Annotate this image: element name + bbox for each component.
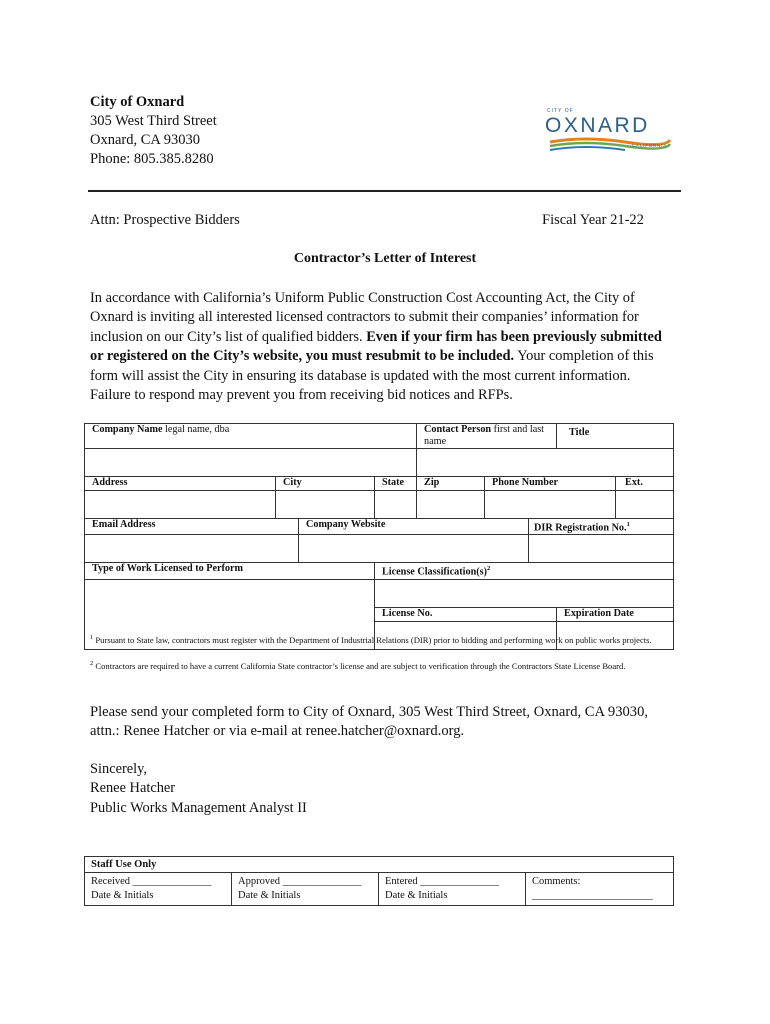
- phone-number-field[interactable]: [485, 491, 616, 519]
- phone-number-label: Phone Number: [485, 477, 616, 491]
- closing-name: Renee Hatcher: [90, 780, 176, 796]
- ext-field[interactable]: [616, 491, 674, 519]
- contractor-form: [84, 423, 674, 650]
- staff-received-date: Date & Initials: [91, 890, 154, 901]
- address-label: Address: [85, 477, 276, 491]
- dir-registration-field[interactable]: [529, 535, 674, 563]
- ext-label: Ext.: [616, 477, 674, 491]
- staff-entered: Entered _______________: [385, 876, 500, 887]
- city-line: Oxnard, CA 93030: [90, 132, 200, 148]
- staff-comments-cell[interactable]: [526, 873, 674, 906]
- license-no-label: License No.: [375, 607, 557, 621]
- staff-received: Received _______________: [91, 876, 212, 887]
- street-address: 305 West Third Street: [90, 113, 217, 129]
- expiration-date-label: Expiration Date: [557, 607, 674, 621]
- intro-bold-text: Even if your firm has been previously submitted or registered on the City’s website, you must resubmit to be included.: [90, 328, 662, 365]
- city-field[interactable]: [276, 491, 375, 519]
- staff-comments-line: _______________________: [532, 890, 653, 901]
- state-label: State: [375, 477, 417, 491]
- state-field[interactable]: [375, 491, 417, 519]
- footnote-2: $^2$ Contractors are required to have a current California State contractor’s license and are subject to verification through the Contractors State License Board.: [90, 660, 626, 671]
- header-divider: [88, 190, 681, 192]
- logo-top-text: CITY OF: [547, 108, 574, 114]
- closing-position: Public Works Management Analyst II: [90, 800, 307, 816]
- zip-label: Zip: [417, 477, 485, 491]
- type-of-work-label: Type of Work Licensed to Perform: [85, 563, 375, 579]
- closing-sincerely: Sincerely,: [90, 761, 148, 777]
- logo-main-text: OXNARD: [545, 114, 650, 137]
- company-name-label: Company Name legal name, dba: [85, 424, 417, 449]
- footnote-1: $^1$ Pursuant to State law, contractors must register with the Department of Industrial Relations (DIR) prior to bidding and performing work on public works projects.: [90, 634, 652, 645]
- title-label: Title: [557, 424, 674, 449]
- city-label: City: [276, 477, 375, 491]
- logo-sub-text: CALIFORNIA: [632, 143, 668, 148]
- attn-line: Attn: Prospective Bidders: [90, 212, 240, 228]
- staff-approved-date: Date & Initials: [238, 890, 301, 901]
- intro-text-2: Your completion of this form will assist the City in ensuring its database is updated with the most current information. Failure to respond may prevent you from receiving bid notices and RFPs.: [90, 348, 654, 404]
- staff-entered-cell[interactable]: [379, 873, 526, 906]
- fiscal-year: Fiscal Year 21-22: [542, 212, 644, 228]
- license-classification-label: License $Classification(s)^2$: [375, 563, 674, 579]
- staff-received-cell[interactable]: [85, 873, 232, 906]
- email-label: Email Address: [85, 519, 299, 535]
- oxnard-logo: [545, 108, 675, 158]
- staff-approved: Approved _______________: [238, 876, 362, 887]
- document-title: Contractor’s Letter of Interest: [293, 251, 477, 266]
- contact-person-label: Contact Person first and last name: [417, 424, 557, 449]
- org-name: City of Oxnard: [90, 94, 185, 110]
- website-field[interactable]: [299, 535, 529, 563]
- send-instructions: Please send your completed form to City of Oxnard, 305 West Third Street, Oxnard, CA 93030, attn.: Renee Hatcher or via e-mail at renee.hatcher@oxnard.org.: [90, 704, 649, 740]
- website-label: Company Website: [299, 519, 529, 535]
- email-field[interactable]: [85, 535, 299, 563]
- staff-entered-date: Date & Initials: [385, 890, 448, 901]
- staff-use-table: [84, 856, 674, 906]
- staff-comments: Comments:: [532, 876, 581, 887]
- staff-use-header: Staff Use Only: [85, 857, 674, 873]
- zip-field[interactable]: [417, 491, 485, 519]
- staff-approved-cell[interactable]: [232, 873, 379, 906]
- dir-registration-label: DIR Registration No.$^1$: [529, 519, 674, 535]
- contact-person-field[interactable]: [417, 449, 674, 477]
- license-classification-field[interactable]: [375, 579, 674, 607]
- phone: Phone: 805.385.8280: [90, 151, 214, 167]
- intro-paragraph: [90, 289, 673, 405]
- address-field[interactable]: [85, 491, 276, 519]
- intro-text-1: In accordance with California’s Uniform Public Construction Cost Accounting Act, the City of Oxnard is inviting all interested licensed contractors to submit their companies’ information for inclusion on our City’s list of qualified bidders.: [90, 290, 639, 345]
- company-name-field[interactable]: [85, 449, 417, 477]
